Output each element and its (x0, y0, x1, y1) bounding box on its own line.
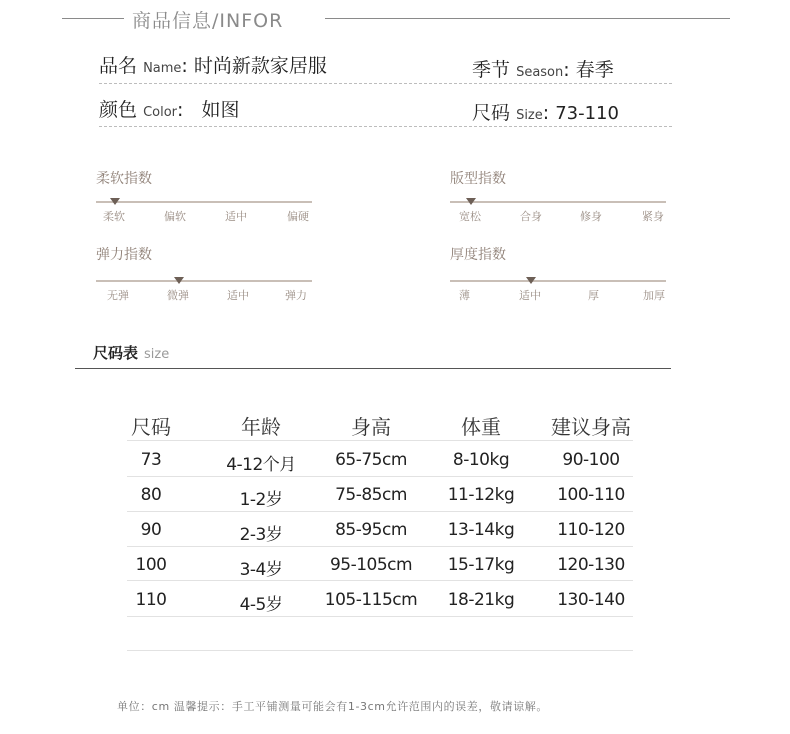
table-cell: 4-12个月 (226, 455, 296, 475)
table-cell: 1-2岁 (239, 490, 283, 510)
table-cell: 95-105cm (329, 555, 413, 575)
softness-option: 偏软 (164, 210, 186, 223)
table-header-age: 年龄 (241, 415, 281, 439)
elasticity-option: 适中 (227, 289, 249, 302)
product-name-row: 品名 Name: 时尚新款家居服 (99, 55, 327, 77)
table-cell: 90-100 (562, 450, 620, 470)
softness-index-title: 柔软指数 (96, 171, 152, 187)
table-cell: 85-95cm (335, 520, 407, 540)
size-chart-title: 尺码表 size (93, 344, 170, 362)
elasticity-option: 微弹 (167, 289, 189, 302)
product-size-row: 尺码 Size: 73-110 (472, 102, 619, 124)
size-chart-title-en: size (144, 347, 170, 362)
name-label-en: Name (143, 61, 182, 76)
fit-option: 合身 (520, 210, 542, 223)
fit-marker (466, 198, 476, 205)
color-value: 如图 (201, 99, 240, 121)
elasticity-index-title: 弹力指数 (96, 247, 152, 263)
section-title-info: 商品信息/INFOR (132, 10, 284, 32)
thickness-index-title: 厚度指数 (450, 247, 506, 263)
softness-option: 偏硬 (287, 210, 309, 223)
table-cell: 8-10kg (452, 450, 510, 470)
fit-option: 宽松 (459, 210, 481, 223)
table-divider (127, 511, 633, 512)
table-cell: 120-130 (557, 555, 625, 575)
table-divider (127, 440, 633, 441)
table-cell: 65-75cm (335, 450, 407, 470)
table-cell: 3-4岁 (239, 560, 283, 580)
size-chart-rule (75, 368, 671, 369)
table-header-suggested-height: 建议身高 (551, 415, 631, 439)
table-cell: 11-12kg (447, 485, 515, 505)
header-line-right (325, 18, 730, 19)
season-value: 春季 (575, 59, 614, 81)
info-divider-1 (99, 83, 672, 84)
table-cell: 100-110 (557, 485, 625, 505)
fit-option: 修身 (580, 210, 602, 223)
table-bottom-line (127, 650, 633, 651)
season-label: 季节 (472, 59, 511, 81)
fit-scale (450, 201, 666, 203)
thickness-option: 适中 (519, 289, 541, 302)
size-label-en: Size (516, 108, 543, 123)
table-divider (127, 616, 633, 617)
table-divider (127, 580, 633, 581)
name-value: 时尚新款家居服 (193, 55, 327, 77)
table-cell: 130-140 (557, 590, 625, 610)
elasticity-scale (96, 280, 312, 282)
header-line-left (62, 18, 124, 19)
color-label-en: Color (143, 105, 178, 120)
size-value: 73-110 (555, 103, 619, 124)
table-cell: 13-14kg (447, 520, 515, 540)
thickness-scale (450, 280, 666, 282)
info-divider-2 (99, 126, 672, 127)
table-cell: 80 (140, 485, 162, 505)
softness-marker (110, 198, 120, 205)
table-cell: 105-115cm (324, 590, 418, 610)
product-season-row: 季节 Season: 春季 (472, 59, 614, 81)
table-header-height: 身高 (351, 415, 391, 439)
table-cell: 90 (140, 520, 162, 540)
elasticity-marker (174, 277, 184, 284)
thickness-marker (526, 277, 536, 284)
table-cell: 2-3岁 (239, 525, 283, 545)
table-cell: 100 (135, 555, 167, 575)
season-label-en: Season (516, 65, 564, 80)
softness-option: 适中 (225, 210, 247, 223)
product-color-row: 颜色 Color: 如图 (99, 99, 240, 121)
table-cell: 18-21kg (447, 590, 515, 610)
table-cell: 73 (140, 450, 162, 470)
size-label: 尺码 (472, 102, 511, 124)
elasticity-option: 无弹 (107, 289, 129, 302)
table-cell: 110 (135, 590, 167, 610)
thickness-option: 薄 (459, 289, 470, 302)
table-cell: 75-85cm (335, 485, 407, 505)
table-header-size: 尺码 (131, 415, 171, 439)
table-header-weight: 体重 (461, 415, 501, 439)
table-cell: 4-5岁 (239, 595, 283, 615)
fit-index-title: 版型指数 (450, 171, 506, 187)
fit-option: 紧身 (642, 210, 664, 223)
elasticity-option: 弹力 (285, 289, 307, 302)
table-cell: 110-120 (557, 520, 625, 540)
color-label: 颜色 (99, 99, 138, 121)
thickness-option: 厚 (588, 289, 599, 302)
table-cell: 15-17kg (447, 555, 515, 575)
thickness-option: 加厚 (643, 289, 665, 302)
size-footnote: 单位：cm 温馨提示：手工平铺测量可能会有1-3cm允许范围内的误差，敬请谅解。 (117, 700, 548, 713)
table-divider (127, 476, 633, 477)
softness-scale (96, 201, 312, 203)
name-label: 品名 (99, 55, 138, 77)
table-divider (127, 546, 633, 547)
softness-option: 柔软 (103, 210, 125, 223)
